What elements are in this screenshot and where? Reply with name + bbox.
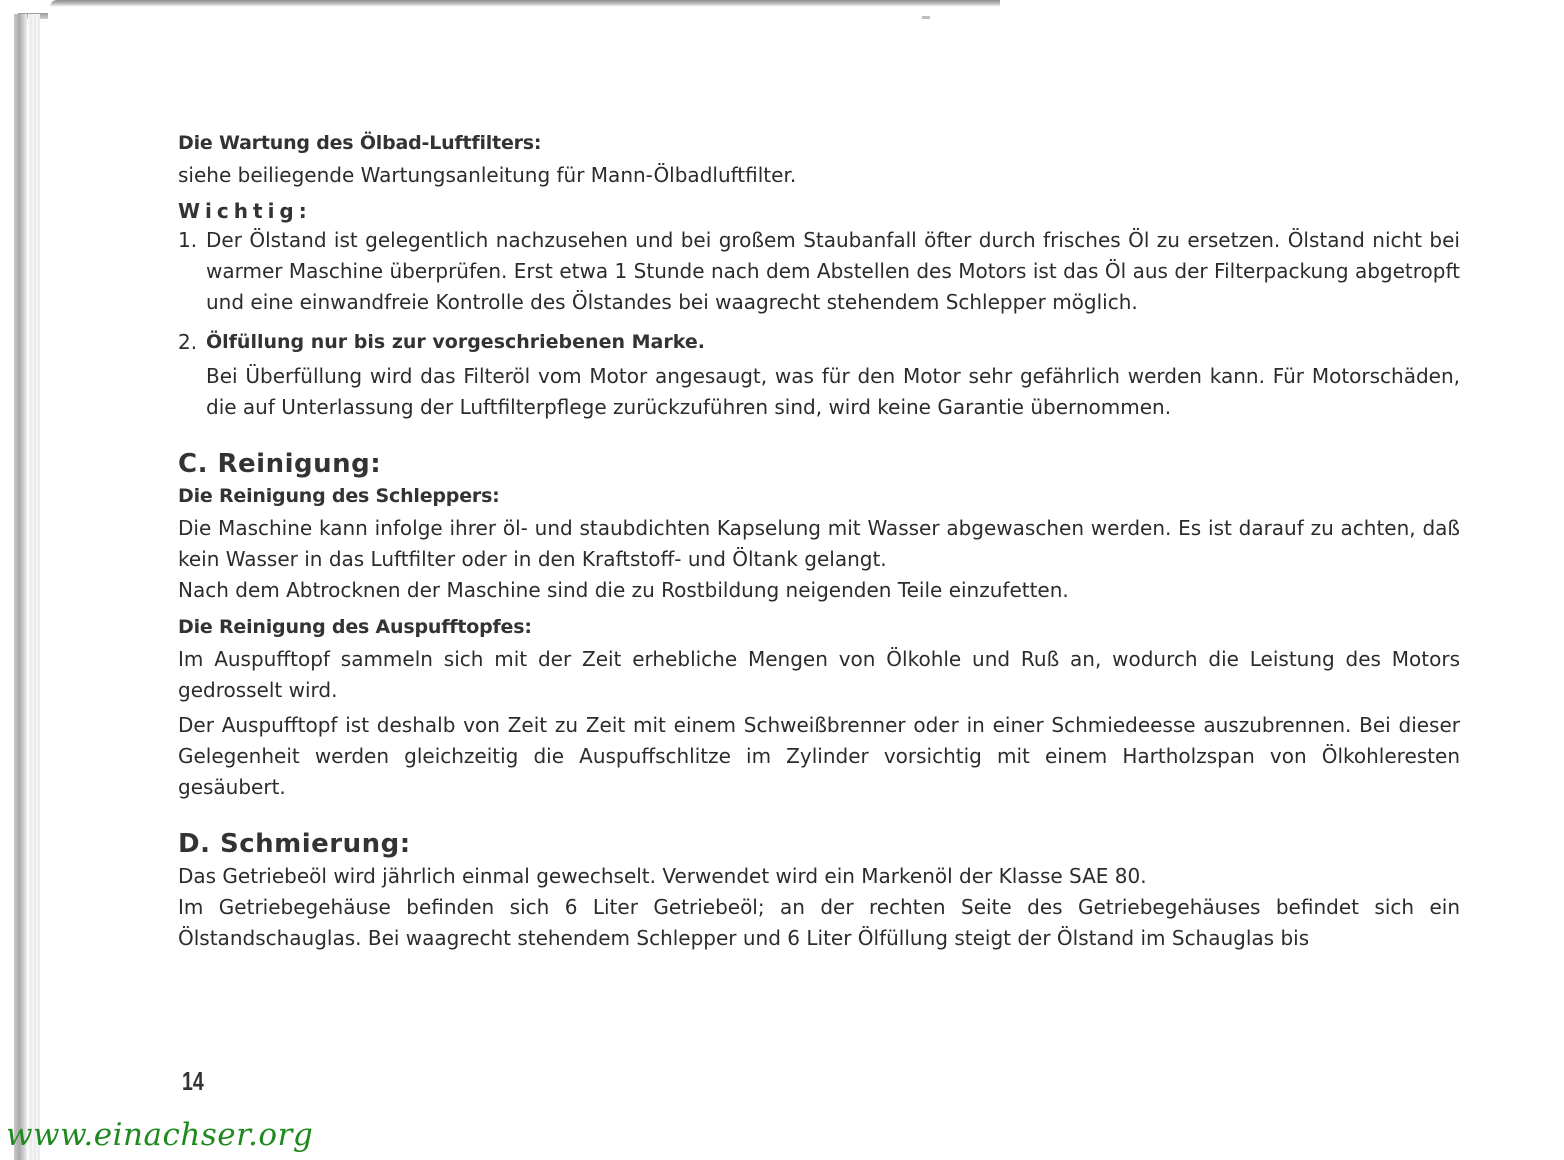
list-item-2 [178,327,1460,423]
list-item-bold: Ölfüllung nur bis zur vorgeschriebenen Marke. [206,331,705,353]
page-stack-edges [28,14,40,1160]
luftfilter-text: siehe beiliegende Wartungsanleitung für Mann-Ölbadluftfilter. [178,163,797,187]
list-item-1 [178,225,1460,318]
book-spine-shadow [14,14,27,1160]
list-number: 2. [178,330,198,354]
section-schmierung [178,829,1460,954]
page-number: 14 [182,1066,204,1096]
section-reinigung [178,449,1460,803]
schlepper-text-2: Nach dem Abtrocknen der Maschine sind die zu Rostbildung neigenden Teile einzufetten. [178,578,1069,602]
schmierung-text-2: Im Getriebegehäuse befinden sich 6 Liter Getriebeöl; an der rechten Seite des Getriebegehäuses befindet sich ein Ölstandschauglas. Bei waagrecht stehendem Schlepper und 6 Liter Ölfüllung steigt der Ölstand im Schauglas bis [178,895,1460,950]
list-item-text: Bei Überfüllung wird das Filteröl vom Motor angesaugt, was für den Motor sehr gefährlich werden kann. Für Motorschäden, die auf Unterlassung der Luftfilterpflege zurückzuführen sind, wird keine Garantie übernommen. [206,364,1460,419]
wichtig-label: Wichtig: [178,199,312,223]
schlepper-heading: Die Reinigung des Schleppers: [178,485,500,507]
page-edge-top [50,0,1000,7]
section-heading-schmierung: D. Schmierung: [178,829,411,859]
section-heading-reinigung: C. Reinigung: [178,449,382,479]
schlepper-text-1: Die Maschine kann infolge ihrer öl- und staubdichten Kapselung mit Wasser abgewaschen werden. Es ist darauf zu achten, daß kein Wasser in das Luftfilter oder in den Kraftstoff- und Öltank gelangt. [178,516,1460,571]
auspuff-text-1: Im Auspufftopf sammeln sich mit der Zeit erhebliche Mengen von Ölkohle und Ruß an, wodurch die Leistung des Motors gedrosselt wird. [178,647,1460,702]
watermark-url: www.einachser.org [6,1117,314,1153]
section-luftfilter [178,132,1460,423]
auspuff-text-2: Der Auspufftopf ist deshalb von Zeit zu Zeit mit einem Schweißbrenner oder in einer Schmiedeesse auszubrennen. Bei dieser Gelegenheit werden gleichzeitig die Auspuffschlitze im Zylinder vorsichtig mit einem Hartholzspan von Ölkohleresten gesäubert. [178,713,1460,799]
scan-speck [922,16,930,19]
schmierung-text-1: Das Getriebeöl wird jährlich einmal gewechselt. Verwendet wird ein Markenöl der Klasse SAE 80. [178,864,1147,888]
list-item-text: Der Ölstand ist gelegentlich nachzusehen und bei großem Staubanfall öfter durch frisches Öl zu ersetzen. Ölstand nicht bei warmer Maschine überprüfen. Erst etwa 1 Stunde nach dem Abstellen des Motors ist das Öl aus der Filterpackung abgetropft und eine einwandfreie Kontrolle des Ölstandes bei waagrecht stehendem Schlepper möglich. [206,228,1460,314]
luftfilter-heading: Die Wartung des Ölbad-Luftfilters: [178,132,542,154]
list-number: 1. [178,228,198,252]
auspuff-heading: Die Reinigung des Auspufftopfes: [178,616,532,638]
page-content [178,132,1460,954]
